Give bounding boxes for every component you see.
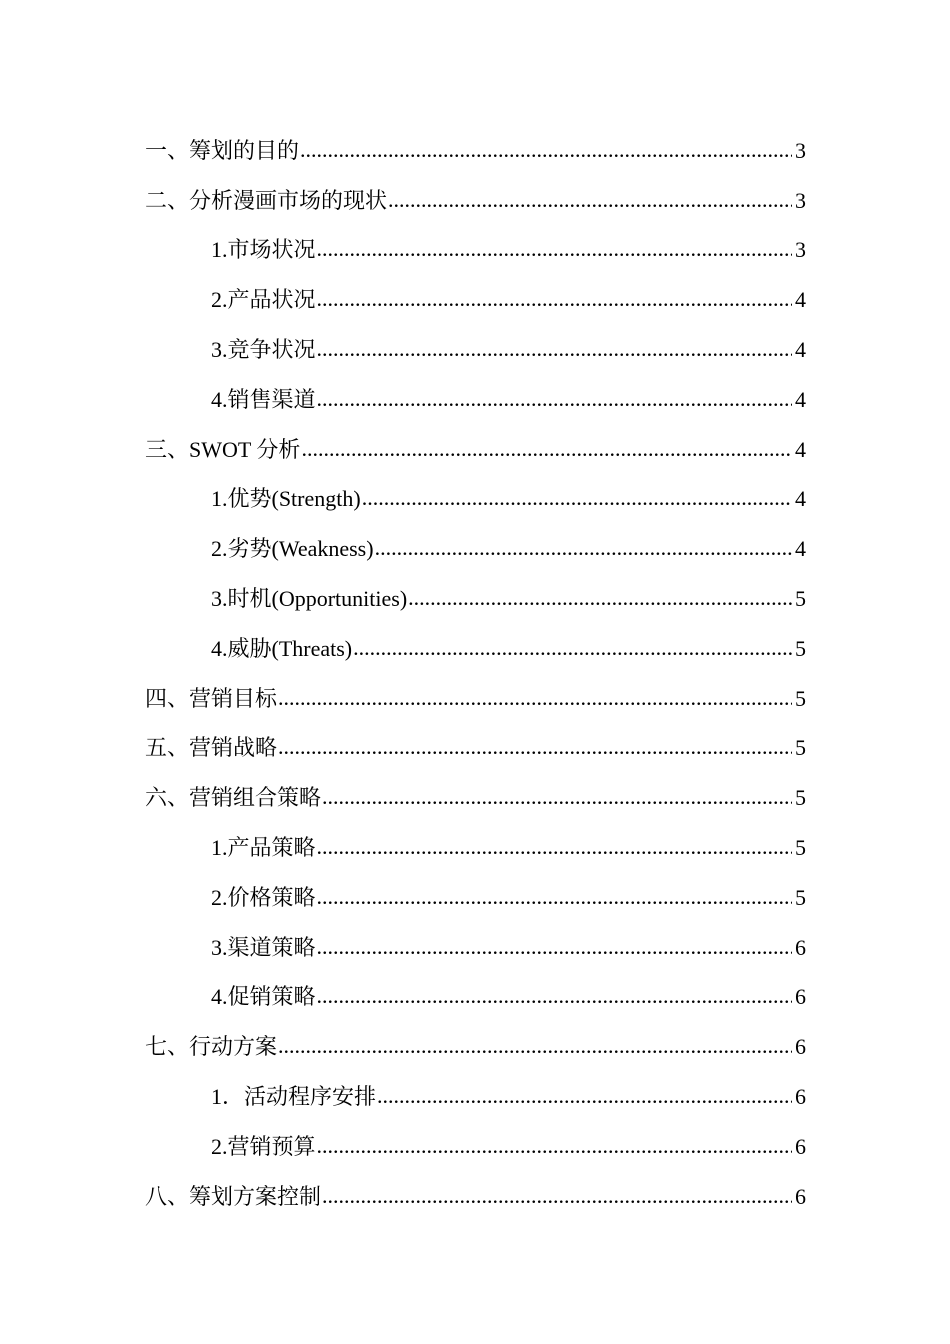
toc-entry-page: 6 xyxy=(795,1034,806,1060)
toc-entry[interactable] xyxy=(0,773,950,823)
toc-entry[interactable] xyxy=(0,475,950,525)
toc-entry[interactable] xyxy=(0,923,950,973)
toc-entry-label: 4.威胁(Threats) xyxy=(211,635,353,661)
toc-entry[interactable] xyxy=(0,126,950,176)
toc-entry-page: 6 xyxy=(795,1133,806,1159)
toc-entry-page: 4 xyxy=(795,337,806,363)
dot-leader xyxy=(278,1036,792,1058)
toc-entry-page: 4 xyxy=(795,486,806,512)
toc-entry-page: 4 xyxy=(795,287,806,313)
toc-entry-page: 3 xyxy=(795,187,806,213)
toc-entry-page: 5 xyxy=(795,884,806,910)
dot-leader xyxy=(317,289,792,311)
toc-entry-page: 6 xyxy=(795,934,806,960)
toc-entry-label: 1.市场状况 xyxy=(211,237,316,263)
toc-entry[interactable] xyxy=(0,674,950,724)
table-of-contents xyxy=(0,126,950,1222)
toc-entry-page: 3 xyxy=(795,237,806,263)
toc-entry[interactable] xyxy=(0,624,950,674)
dot-leader xyxy=(317,837,792,859)
toc-entry-label: 3.渠道策略 xyxy=(211,934,316,960)
toc-entry-label: 二、分析漫画市场的现状 xyxy=(145,187,388,213)
toc-entry-label: 一、筹划的目的 xyxy=(145,137,300,163)
toc-entry-label: 八、筹划方案控制 xyxy=(145,1183,322,1209)
toc-entry-label: 3.时机(Opportunities) xyxy=(211,586,408,612)
dot-leader xyxy=(317,887,792,909)
toc-entry-page: 5 xyxy=(795,735,806,761)
toc-entry-label: 六、营销组合策略 xyxy=(145,785,322,811)
dot-leader xyxy=(388,190,792,212)
toc-entry-label: 2.价格策略 xyxy=(211,884,316,910)
toc-entry-page: 5 xyxy=(795,785,806,811)
toc-entry-page: 5 xyxy=(795,835,806,861)
toc-entry[interactable] xyxy=(0,1022,950,1072)
dot-leader xyxy=(317,339,792,361)
toc-entry-page: 5 xyxy=(795,635,806,661)
toc-entry-page: 6 xyxy=(795,984,806,1010)
toc-entry[interactable] xyxy=(0,724,950,774)
toc-entry[interactable] xyxy=(0,226,950,276)
dot-leader xyxy=(317,986,792,1008)
dot-leader xyxy=(377,1086,792,1108)
toc-entry-label: 三、SWOT 分析 xyxy=(145,436,301,462)
toc-entry[interactable] xyxy=(0,973,950,1023)
toc-entry[interactable] xyxy=(0,325,950,375)
dot-leader xyxy=(322,787,792,809)
toc-entry-page: 6 xyxy=(795,1084,806,1110)
dot-leader xyxy=(322,1186,792,1208)
dot-leader xyxy=(278,737,792,759)
toc-entry-page: 5 xyxy=(795,685,806,711)
dot-leader xyxy=(300,140,792,162)
toc-entry-page: 4 xyxy=(795,536,806,562)
toc-entry-page: 4 xyxy=(795,436,806,462)
toc-entry-label: 4.促销策略 xyxy=(211,984,316,1010)
toc-entry[interactable] xyxy=(0,524,950,574)
dot-leader xyxy=(278,688,792,710)
toc-entry-label: 1．活动程序安排 xyxy=(211,1084,377,1110)
dot-leader xyxy=(353,638,792,660)
toc-entry-label: 1.优势(Strength) xyxy=(211,486,361,512)
toc-entry-label: 2.营销预算 xyxy=(211,1133,316,1159)
toc-entry[interactable] xyxy=(0,425,950,475)
toc-entry-label: 2.劣势(Weakness) xyxy=(211,536,374,562)
dot-leader xyxy=(317,937,792,959)
toc-entry[interactable] xyxy=(0,823,950,873)
dot-leader xyxy=(375,538,792,560)
toc-entry[interactable] xyxy=(0,275,950,325)
toc-entry[interactable] xyxy=(0,1122,950,1172)
toc-entry-page: 3 xyxy=(795,137,806,163)
toc-entry-label: 2.产品状况 xyxy=(211,287,316,313)
toc-entry[interactable] xyxy=(0,176,950,226)
toc-entry[interactable] xyxy=(0,574,950,624)
toc-entry-page: 4 xyxy=(795,386,806,412)
toc-entry-label: 七、行动方案 xyxy=(145,1034,278,1060)
dot-leader xyxy=(317,389,792,411)
toc-entry[interactable] xyxy=(0,1172,950,1222)
toc-entry-label: 四、营销目标 xyxy=(145,685,278,711)
toc-entry[interactable] xyxy=(0,1072,950,1122)
toc-entry-label: 4.销售渠道 xyxy=(211,386,316,412)
toc-entry[interactable] xyxy=(0,375,950,425)
toc-entry-page: 6 xyxy=(795,1183,806,1209)
toc-entry-label: 1.产品策略 xyxy=(211,835,316,861)
dot-leader xyxy=(362,488,792,510)
dot-leader xyxy=(301,439,792,461)
toc-entry-label: 五、营销战略 xyxy=(145,735,278,761)
dot-leader xyxy=(408,588,792,610)
toc-entry[interactable] xyxy=(0,873,950,923)
dot-leader xyxy=(317,1136,792,1158)
toc-entry-page: 5 xyxy=(795,586,806,612)
toc-entry-label: 3.竞争状况 xyxy=(211,337,316,363)
dot-leader xyxy=(317,239,792,261)
